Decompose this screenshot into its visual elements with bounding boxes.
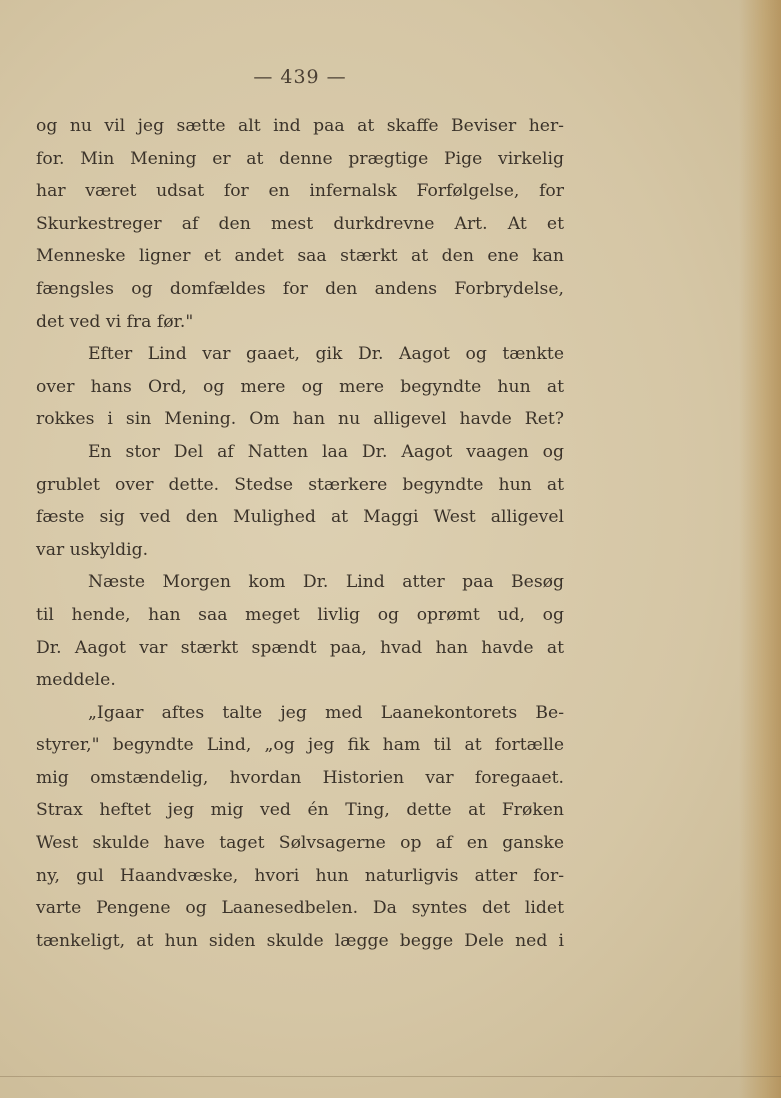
text-line: Efter Lind var gaaet, gik Dr. Aagot og tænkte (88, 344, 564, 365)
text-line: Skurkestreger af den mest durkdrevne Art. At et (36, 213, 564, 234)
text-line: fæste sig ved den Mulighed at Maggi West alligevel (36, 507, 564, 528)
text-line: for. Min Mening er at denne prægtige Pige virkelig (36, 148, 564, 169)
text-line: ny, gul Haandvæske, hvori hun naturligvis atter for- (36, 865, 564, 886)
text-line: Menneske ligner et andet saa stærkt at den ene kan (36, 246, 564, 267)
text-line: Næste Morgen kom Dr. Lind atter paa Besøg (88, 572, 564, 593)
body-text (36, 110, 564, 957)
page-number: — 439 — (253, 66, 347, 88)
text-line: og nu vil jeg sætte alt ind paa at skaffe Beviser her- (36, 116, 564, 136)
text-line: over hans Ord, og mere og mere begyndte hun at (36, 376, 564, 397)
text-line: Strax heftet jeg mig ved én Ting, dette at Frøken (36, 800, 564, 821)
text-line: varte Pengene og Laanesedbelen. Da syntes det lidet (36, 898, 564, 919)
text-line: West skulde have taget Sølvsagerne op af en ganske (36, 833, 564, 854)
text-line: styrer," begyndte Lind, „og jeg fik ham til at fortælle (36, 735, 564, 756)
text-line: „Igaar aftes talte jeg med Laanekontorets Be- (88, 702, 564, 723)
page-bottom-crease (0, 1076, 781, 1077)
text-line: Dr. Aagot var stærkt spændt paa, hvad han havde at (36, 637, 564, 658)
text-line: til hende, han saa meget livlig og oprømt ud, og (36, 604, 564, 625)
text-line: det ved vi fra før." (36, 311, 194, 332)
text-line: var uskyldig. (36, 539, 149, 560)
page-edge-shadow (739, 0, 781, 1098)
text-line: fængsles og domfældes for den andens Forbrydelse, (36, 278, 564, 299)
text-line: meddele. (36, 670, 116, 691)
text-line: mig omstændelig, hvordan Historien var foregaaet. (36, 767, 564, 788)
text-line: grublet over dette. Stedse stærkere begyndte hun at (36, 474, 564, 495)
text-line: rokkes i sin Mening. Om han nu alligevel havde Ret? (36, 409, 564, 430)
text-line: har været udsat for en infernalsk Forfølgelse, for (36, 181, 564, 202)
text-line: En stor Del af Natten laa Dr. Aagot vaagen og (88, 441, 564, 462)
text-line: tænkeligt, at hun siden skulde lægge begge Dele ned i (36, 930, 564, 951)
